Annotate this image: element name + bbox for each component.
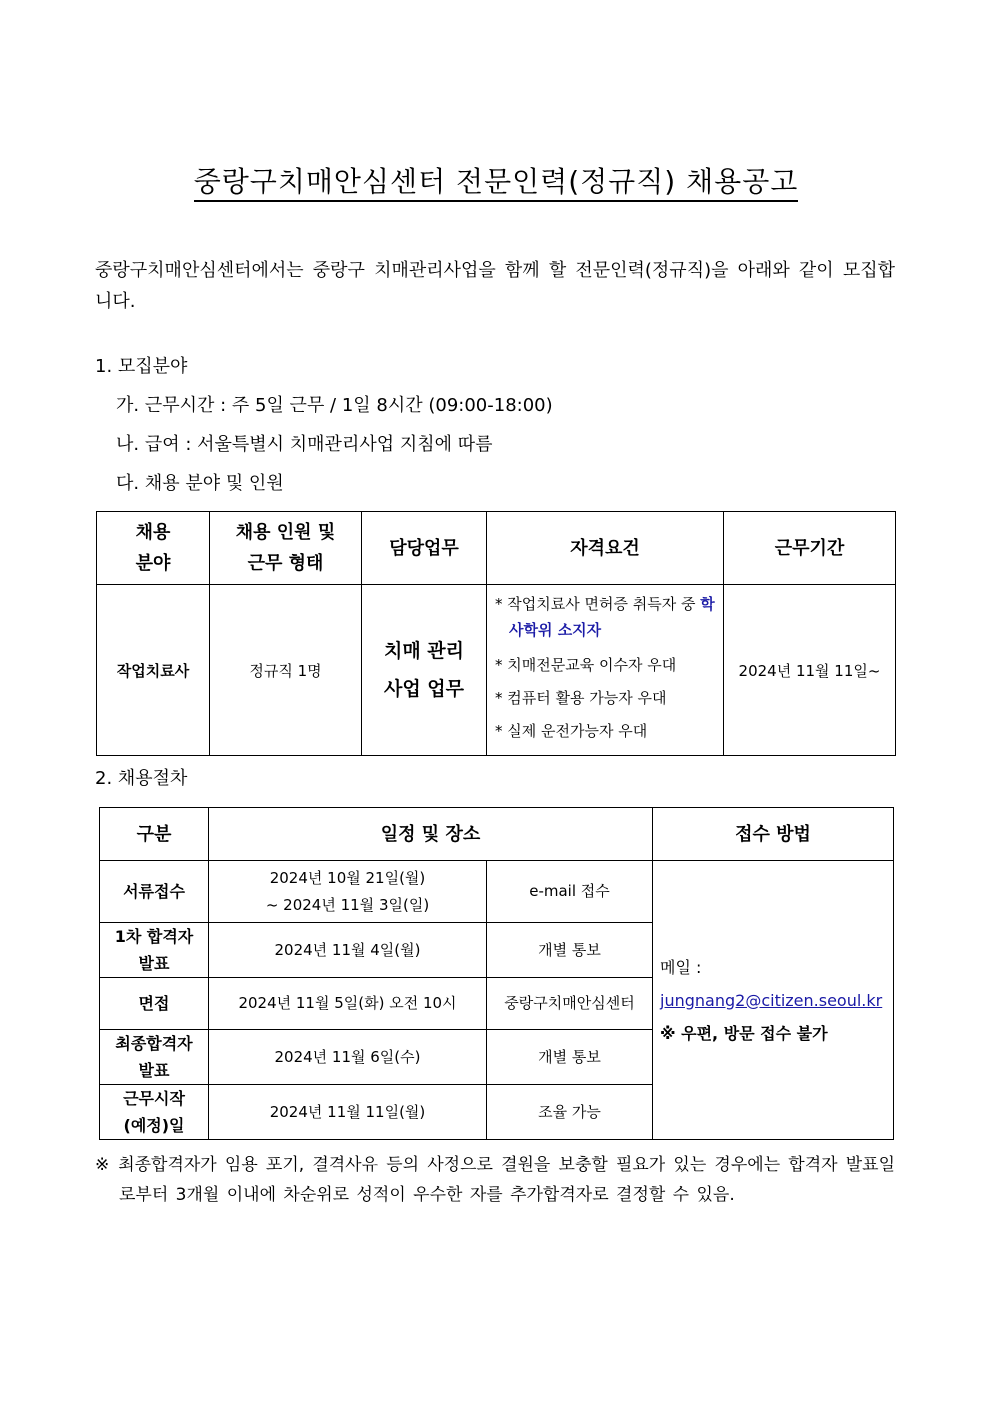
header-schedule: 일정 및 장소 <box>209 808 653 861</box>
procedure-table <box>99 807 894 1140</box>
qualification-2: * 치매전문교육 이수자 우대 <box>495 655 677 674</box>
row-label-line2: (예정)일 <box>123 1116 185 1135</box>
page-title-text: 중랑구치매안심센터 전문인력(정규직) 채용공고 <box>194 165 799 202</box>
row-place: 개별 통보 <box>487 1030 653 1085</box>
section1-heading: 1. 모집분야 <box>95 356 188 377</box>
row-place: 조율 가능 <box>487 1085 653 1140</box>
row-label: 서류접수 <box>100 861 209 923</box>
work-hours-item: 가. 근무시간 : 주 5일 근무 / 1일 8시간 (09:00-18:00) <box>116 395 553 416</box>
row-date: 2024년 11월 6일(수) <box>209 1030 487 1085</box>
row-label-line2: 발표 <box>138 954 170 973</box>
header-count-line1: 채용 인원 및 <box>235 522 336 543</box>
header-count-line2: 근무 형태 <box>247 553 324 574</box>
field-heading-item: 다. 채용 분야 및 인원 <box>116 473 284 494</box>
cell-period: 2024년 11월 11일~ <box>724 585 896 756</box>
page-title <box>0 160 992 200</box>
submission-method-cell <box>653 861 894 1140</box>
qualification-1 <box>495 591 717 643</box>
intro-paragraph: 중랑구치매안심센터에서는 중랑구 치매관리사업을 함께 할 전문인력(정규직)을 아래와 같이 모집합니다. <box>95 260 895 312</box>
header-field <box>97 512 210 585</box>
cell-duty <box>362 585 487 756</box>
header-category: 구분 <box>100 808 209 861</box>
row-label-line1: 근무시작 <box>123 1089 185 1108</box>
row-place: 중랑구치매안심센터 <box>487 978 653 1030</box>
header-period: 근무기간 <box>724 512 896 585</box>
salary-item: 나. 급여 : 서울특별시 치매관리사업 지침에 따름 <box>116 434 493 455</box>
header-field-line1: 채용 <box>135 522 171 543</box>
row-date: 2024년 11월 11일(월) <box>209 1085 487 1140</box>
cell-duty-line1: 치매 관리 <box>383 640 465 662</box>
procedure-table-header <box>100 808 894 861</box>
row-label-line1: 최종합격자 <box>115 1034 193 1053</box>
row-date-line2: ~ 2024년 11월 3일(일) <box>265 895 430 914</box>
header-field-line2: 분야 <box>135 553 171 574</box>
row-label <box>100 1085 209 1140</box>
row-label <box>100 1030 209 1085</box>
footnote-text: ※ 최종합격자가 임용 포기, 결격사유 등의 사정으로 결원을 보충할 필요가 있는 경우에는 합격자 발표일로부터 3개월 이내에 차순위로 성적이 우수한 자를 추가합격자로 결정할 수 있음. <box>95 1155 895 1205</box>
row-place: e-mail 접수 <box>487 861 653 923</box>
row-date: 2024년 11월 5일(화) 오전 10시 <box>209 978 487 1030</box>
qualification-1-text: * 작업치료사 면허증 취득자 중 <box>495 594 701 613</box>
cell-duty-line2: 사업 업무 <box>383 678 465 700</box>
row-date: 2024년 11월 4일(월) <box>209 923 487 978</box>
row-label-line1: 1차 합격자 <box>114 927 194 946</box>
row-date <box>209 861 487 923</box>
cell-field: 작업치료사 <box>97 585 210 756</box>
cell-count: 정규직 1명 <box>210 585 362 756</box>
recruitment-table <box>96 511 896 756</box>
row-label-line2: 발표 <box>138 1061 170 1080</box>
qualification-1-highlight: 학사학위 소지자 <box>509 594 715 639</box>
table-row <box>97 585 896 756</box>
row-label <box>100 923 209 978</box>
method-label: 메일 : <box>660 957 702 977</box>
row-label: 면접 <box>100 978 209 1030</box>
row-place: 개별 통보 <box>487 923 653 978</box>
recruitment-table-header <box>97 512 896 585</box>
qualification-3: * 컴퓨터 활용 가능자 우대 <box>495 688 667 707</box>
footnote <box>95 1150 895 1210</box>
method-note: ※ 우편, 방문 접수 불가 <box>660 1023 828 1043</box>
qualification-4: * 실제 운전가능자 우대 <box>495 721 648 740</box>
email-link[interactable]: jungnang2@citizen.seoul.kr <box>660 990 883 1010</box>
table-row <box>100 861 894 923</box>
header-method: 접수 방법 <box>653 808 894 861</box>
row-date-line1: 2024년 10월 21일(월) <box>269 868 426 887</box>
cell-qualification <box>487 585 724 756</box>
header-count <box>210 512 362 585</box>
header-qualification: 자격요건 <box>487 512 724 585</box>
section2-heading: 2. 채용절차 <box>95 768 188 789</box>
header-duty: 담당업무 <box>362 512 487 585</box>
